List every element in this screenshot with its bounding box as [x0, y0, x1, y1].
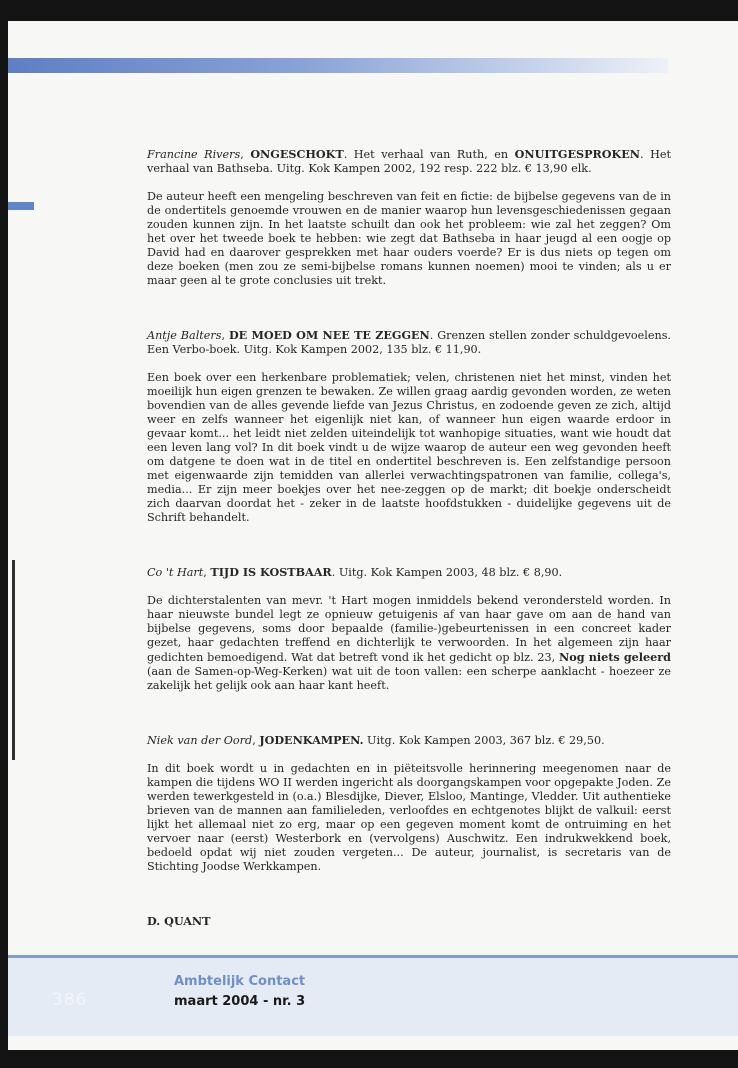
publication-issue: maart 2004 - nr. 3: [174, 994, 306, 1009]
review-author: Francine Rivers: [147, 148, 241, 161]
review-body: In dit boek wordt u in gedachten en in piëteitsvolle herinnering meegenomen naar de kampen die tijdens WO II werden ingericht als doorgangskampen voor opgepakte Joden. Ze werden tewerkgesteld in (o.a.) Blesdijke, Diever, Elsloo, Mantinge, Vledder. Uit authentieke brieven van de mannen aan familieleden, verloofdes en echtgenotes blijkt de valkuil: eerst lijkt het allemaal niet zo erg, maar op een gegeven moment komt de ontruiming en het vervoer naar (eerst) Westerbork en (vervolgens) Auschwitz. Een indrukwekkend boek, bedoeld opdat wij niet zouden vergeten... De auteur, journalist, is secretaris van de Stichting Joodse Werkkampen.: [147, 762, 671, 873]
review-body: Een boek over een herkenbare problematiek; velen, christenen niet het minst, vinden het moeilijk hun eigen grenzen te bewaken. Ze willen graag aardig gevonden worden, ze weten bovendien van de alles gevende liefde van Jezus Christus, en zodoende geven ze zich, altijd weer en zelfs wanneer het eigenlijk niet kan, of wanneer hun eigen waarde erdoor in gevaar komt... het leidt niet zelden uiteindelijk tot wanhopige situaties, want wie houdt dat een leven lang vol? In dit boek vindt u de wijze waarop de auteur een weg gevonden heeft om datgene te doen wat in de titel en ondertitel beschreven is. Een zelfstandige persoon met eigenwaarde zijn temidden van allerlei verwachtingspatronen van familie, collega's, media... Er zijn meer boekjes over het nee-zeggen op de markt; dit boekje onderscheidt zich daarvan doordat het - zeker in de laatste hoofdstukken - duidelijke gegevens uit de Schrift behandelt.: [147, 371, 671, 524]
review-title: TIJD IS KOSTBAAR: [210, 565, 332, 579]
scan-border-left: [0, 0, 8, 1068]
footer: [8, 958, 738, 1036]
review-author: Antje Balters: [147, 329, 222, 342]
review-title: JODENKAMPEN.: [259, 733, 364, 747]
review-details: . Het verhaal van Bathseba. Uitg. Kok Kampen 2002, 192 resp. 222 blz. € 13,90 elk.: [147, 148, 671, 175]
review-reference: Niek van der Oord, JODENKAMPEN. Uitg. Kok Kampen 2003, 367 blz. € 29,50.: [147, 733, 605, 747]
publication-name: Ambtelijk Contact: [174, 974, 306, 989]
review-reference: Antje Balters, DE MOED OM NEE TE ZEGGEN. Grenzen stellen zonder schuldgevoelens. Een Verbo-boek. Uitg. Kok Kampen 2002, 135 blz. € 11,90.: [147, 328, 671, 356]
review-author: Co 't Hart: [147, 566, 204, 579]
review-title: DE MOED OM NEE TE ZEGGEN: [228, 328, 430, 342]
review-author: Niek van der Oord: [147, 734, 253, 747]
review-title-second: ONUITGESPROKEN: [514, 147, 641, 161]
review-details: Uitg. Kok Kampen 2003, 367 blz. € 29,50.: [363, 734, 605, 747]
scan-border-top: [0, 0, 738, 21]
reviewer-signature: D. QUANT: [147, 914, 211, 928]
poem-title: Nog niets geleerd: [559, 650, 671, 664]
review-body: De auteur heeft een mengeling beschreven van feit en fictie: de bijbelse gegevens van de in de ondertitels genoemde vrouwen en de manier waarop hun levensgeschiedenissen gegaan zouden kunnen zijn. In het laatste schuilt dan ook het probleem: wie zal het zeggen? Om het over het tweede boek te hebben: wie zegt dat Bathseba in haar jeugd al een oogje op David had en daarover gesprekken met haar ouders voerde? Er is dus niets op tegen om deze boeken (men zou ze semi-bijbelse romans kunnen noemen) mooi te vinden; als u er maar geen al te grote conclusies uit trekt.: [147, 190, 671, 287]
header-band: [8, 58, 668, 73]
review-details: . Uitg. Kok Kampen 2003, 48 blz. € 8,90.: [331, 566, 563, 579]
margin-rule: [12, 560, 15, 760]
review-reference: Co 't Hart, TIJD IS KOSTBAAR. Uitg. Kok Kampen 2003, 48 blz. € 8,90.: [147, 565, 563, 579]
review-reference: Francine Rivers, ONGESCHOKT. Het verhaal van Ruth, en ONUITGESPROKEN. Het verhaal van Bathseba. Uitg. Kok Kampen 2002, 192 resp. 222 blz. € 13,90 elk.: [147, 147, 671, 175]
scan-border-bottom: [0, 1050, 738, 1068]
page-number: 386: [52, 990, 88, 1010]
review-title: ONGESCHOKT: [250, 147, 344, 161]
review-body: De dichterstalenten van mevr. 't Hart mogen inmiddels bekend verondersteld worden. In haar nieuwste bundel legt ze opnieuw getuigenis af van haar gave om aan de hand van bijbelse gegevens, soms door bepaalde (familie-)gebeurtenissen in een concreet kader gezet, haar gedachten treffend en dichterlijk te verwoorden. In het algemeen zijn haar gedichten bemoedigend. Wat dat betreft vond ik het gedicht op blz. 23, Nog niets geleerd (aan de Samen-op-Weg-Kerken) wat uit de toon vallen: een scherpe aanklacht - hoezeer ze zakelijk het gelijk ook aan haar kant heeft.: [147, 594, 671, 692]
review-column: [147, 147, 671, 928]
review-details: . Grenzen stellen zonder schuldgevoelens. Een Verbo-boek. Uitg. Kok Kampen 2002, 135 blz. € 11,90.: [147, 329, 671, 356]
margin-marker: [8, 202, 34, 210]
